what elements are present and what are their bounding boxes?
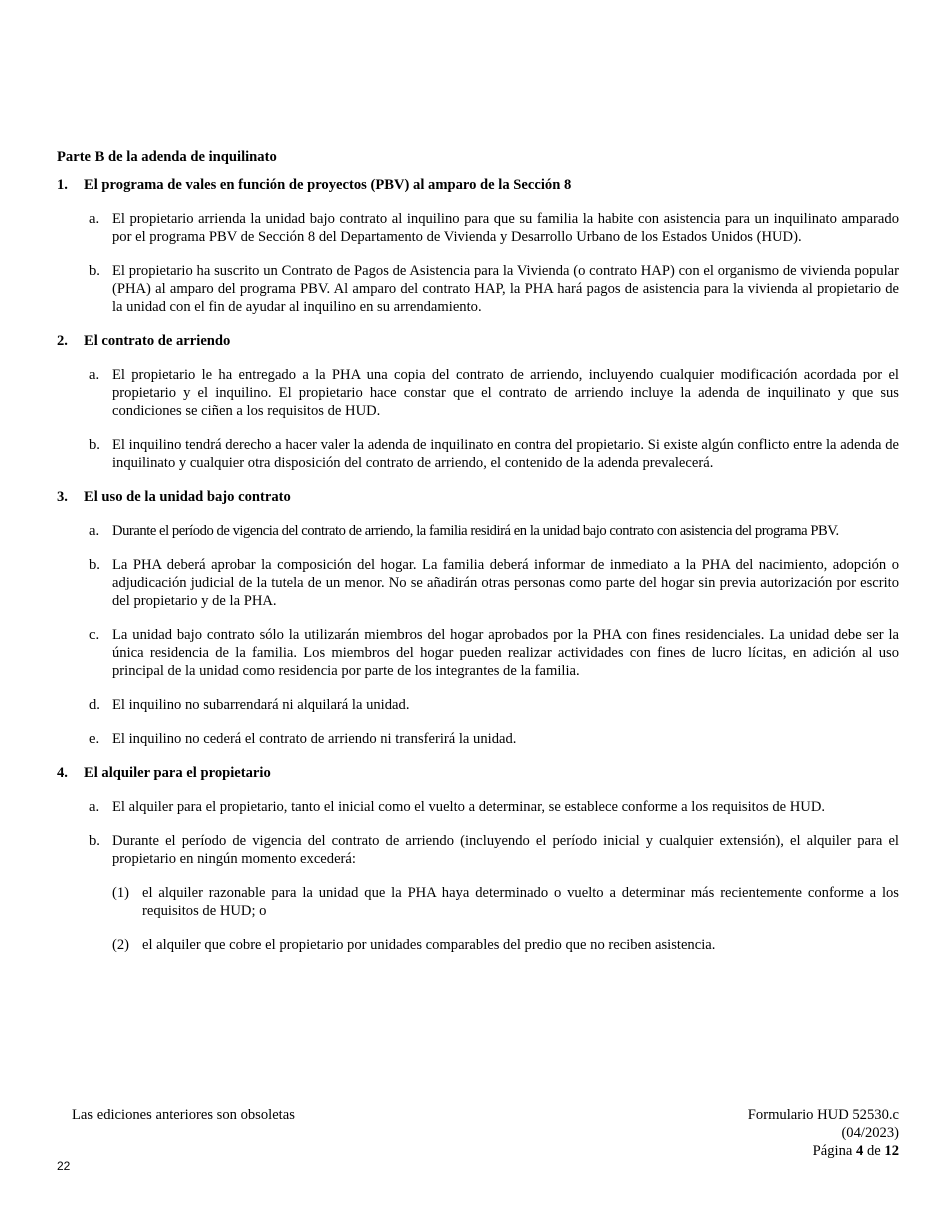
section-number: 1.	[57, 177, 68, 193]
paragraph-letter: b.	[89, 833, 100, 849]
paragraph-text: La PHA deberá aprobar la composición del hogar. La familia deberá informar de inmediato a la PHA del nacimiento, adopción o adjudicación judicial de la tutela de un menor. No se añadirán otras personas como parte del hogar sin previa autorización por escrito del propietario y de la PHA.	[112, 557, 899, 609]
section-number: 3.	[57, 489, 68, 505]
paragraph-3b	[89, 556, 899, 610]
subparagraph-text: el alquiler razonable para la unidad que la PHA haya determinado o vuelto a determinar más recientemente conforme a los requisitos de HUD; o	[142, 885, 899, 919]
subparagraph-4b-1	[112, 884, 899, 920]
paragraph-text: El alquiler para el propietario, tanto el inicial como el vuelto a determinar, se establece conforme a los requisitos de HUD.	[112, 799, 826, 815]
paragraph-letter: b.	[89, 263, 100, 279]
paragraph-letter: b.	[89, 437, 100, 453]
paragraph-text: El inquilino no cederá el contrato de arriendo ni transferirá la unidad.	[112, 731, 517, 747]
paragraph-letter: e.	[89, 731, 100, 747]
document-body	[57, 148, 899, 954]
paragraph-text: El inquilino no subarrendará ni alquilará la unidad.	[112, 697, 410, 713]
subparagraph-number: (1)	[112, 885, 130, 901]
paragraph-text: El propietario ha suscrito un Contrato de Pagos de Asistencia para la Vivienda (o contrato HAP) con el organismo de vivienda popular (PHA) al amparo del programa PBV. Al amparo del contrato HAP, la PHA hará pagos de asistencia para la vivienda al propietario de la unidad con el fin de ayudar al inquilino en su arrendamiento.	[112, 263, 899, 315]
section-2-heading	[57, 332, 899, 350]
section-title: El alquiler para el propietario	[84, 765, 271, 781]
paragraph-text: Durante el período de vigencia del contrato de arriendo (incluyendo el período inicial y cualquier extensión), el alquiler para el propietario en ningún momento excederá:	[112, 833, 899, 867]
sheet-number: 22	[57, 1159, 71, 1173]
section-3-heading	[57, 488, 899, 506]
paragraph-3d	[89, 696, 899, 714]
paragraph-1b	[89, 262, 899, 316]
section-1-heading	[57, 176, 899, 194]
paragraph-4b	[89, 832, 899, 868]
paragraph-text: Durante el período de vigencia del contrato de arriendo, la familia residirá en la unidad bajo contrato con asistencia del programa PBV.	[112, 523, 839, 539]
page-of: de	[866, 1143, 881, 1159]
paragraph-3a	[89, 522, 899, 540]
subparagraph-number: (2)	[112, 937, 130, 953]
paragraph-2b	[89, 436, 899, 472]
subparagraph-text: el alquiler que cobre el propietario por unidades comparables del predio que no reciben asistencia.	[142, 937, 716, 953]
paragraph-letter: c.	[89, 627, 100, 643]
footer-form-info	[748, 1106, 899, 1160]
page-current: 4	[856, 1143, 864, 1159]
paragraph-text: El inquilino tendrá derecho a hacer valer la adenda de inquilinato en contra del propietario. Si existe algún conflicto entre la adenda de inquilinato y cualquier otra disposición del contrato de arriendo, el contenido de la adenda prevalecerá.	[112, 437, 899, 471]
form-date: (04/2023)	[841, 1125, 899, 1141]
form-name: Formulario HUD 52530.c	[747, 1107, 899, 1123]
paragraph-3c	[89, 626, 899, 680]
paragraph-letter: b.	[89, 557, 100, 573]
paragraph-text: La unidad bajo contrato sólo la utilizarán miembros del hogar aprobados por la PHA con fines residenciales. La unidad debe ser la única residencia de la familia. Los miembros del hogar pueden realizar actividades con fines de lucro lícitas, en adición al uso principal de la unidad como residencia por parte de los integrantes de la familia.	[112, 627, 899, 679]
paragraph-letter: a.	[89, 799, 100, 815]
paragraph-3e	[89, 730, 899, 748]
paragraph-letter: d.	[89, 697, 100, 713]
page-total: 12	[884, 1143, 899, 1159]
section-4-heading	[57, 764, 899, 782]
section-number: 2.	[57, 333, 68, 349]
section-title: El programa de vales en función de proyectos (PBV) al amparo de la Sección 8	[84, 177, 572, 193]
paragraph-letter: a.	[89, 523, 100, 539]
paragraph-4a	[89, 798, 899, 816]
paragraph-2a	[89, 366, 899, 420]
page-label: Página	[812, 1143, 853, 1159]
section-title: El uso de la unidad bajo contrato	[84, 489, 291, 505]
part-title: Parte B de la adenda de inquilinato	[57, 149, 277, 165]
section-title: El contrato de arriendo	[84, 333, 231, 349]
section-number: 4.	[57, 765, 68, 781]
footer-obsolete-note: Las ediciones anteriores son obsoletas	[72, 1107, 295, 1123]
paragraph-text: El propietario le ha entregado a la PHA una copia del contrato de arriendo, incluyendo cualquier modificación acordada por el propietario y el inquilino. El propietario hace constar que el contrato de arriendo incluye la adenda de inquilinato y que sus condiciones se ciñen a los requisitos de HUD.	[112, 367, 899, 419]
subparagraph-4b-2	[112, 936, 899, 954]
page-indicator	[748, 1142, 899, 1160]
paragraph-1a	[89, 210, 899, 246]
paragraph-letter: a.	[89, 211, 100, 227]
paragraph-text: El propietario arrienda la unidad bajo contrato al inquilino para que su familia la habite con asistencia para un inquilinato amparado por el programa PBV de Sección 8 del Departamento de Vivienda y Desarrollo Urbano de los Estados Unidos (HUD).	[112, 211, 899, 245]
paragraph-letter: a.	[89, 367, 100, 383]
